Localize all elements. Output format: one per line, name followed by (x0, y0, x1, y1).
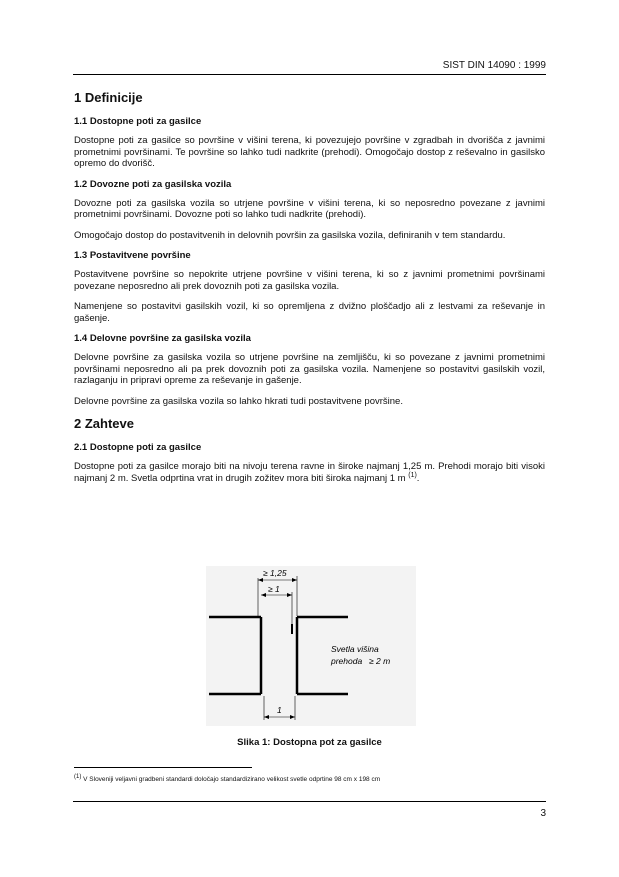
dimension-label-inner: ≥ 1 (268, 584, 280, 594)
clearance-note-line-1: Svetla višina (331, 644, 379, 654)
footnote-marker: (1) (74, 774, 82, 780)
section-1-4-title: 1.4 Delovne površine za gasilska vozila (74, 333, 251, 344)
section-1-2-title: 1.2 Dovozne poti za gasilska vozila (74, 178, 232, 190)
section-1-2-paragraph-2: Omogočajo dostop do postavitvenih in delovnih površin za gasilska vozila, definiranih v tem standardu. (74, 229, 506, 241)
section-1-3-paragraph-1: Postavitvene površine so nepokrite utrjene površine v višini terena, ki so z javnimi prometnimi površinami povezane neposredno ali prek dovoznih poti za gasilska vozila. (74, 269, 545, 292)
footnote-divider (74, 767, 252, 768)
section-1-3-title: 1.3 Postavitvene površine (74, 250, 191, 261)
page-number: 3 (540, 808, 546, 819)
section-2-1-paragraph (74, 461, 545, 484)
clearance-note-value: ≥ 2 m (369, 656, 391, 666)
footnote-text: V Sloveniji veljavni gradbeni standardi določajo standardizirano velikost svetle odprtine 98 cm x 198 cm (81, 776, 381, 783)
section-1-2-paragraph-1: Dovozne poti za gasilska vozila so utrjene površine v višini terena, ki so neposredno povezane z javnimi prometnimi površinami. Dovozne poti so lahko tudi nadkrite (prehodi). (74, 197, 545, 220)
footnote-reference: (1) (408, 471, 417, 479)
figure-caption: Slika 1: Dostopna pot za gasilce (237, 737, 382, 748)
dimension-label-outer: ≥ 1,25 (263, 568, 287, 578)
document-body (74, 90, 545, 493)
section-1-1-paragraph: Dostopne poti za gasilce so površine v višini terena, ki povezujejo površine v zgradbah in dvorišča z javnimi prometnimi površinami. Te površine so lahko tudi nadkrite (prehodi). Omogočajo dostop z reševalno in gasilsko opremo do dvorišč. (74, 135, 545, 169)
clearance-note-line-2: prehoda (331, 656, 363, 666)
section-2-1-title: 2.1 Dostopne poti za gasilce (74, 442, 202, 453)
section-1-3-paragraph-2: Namenjene so postavitvi gasilskih vozil, ki so opremljena z dvižno ploščadjo ali z lestvami za reševanje in gašenje. (74, 301, 545, 324)
header-divider (73, 74, 546, 75)
dimension-label-bottom: 1 (277, 705, 282, 715)
section-2-title: 2 Zahteve (74, 416, 134, 431)
section-1-title: 1 Definicije (74, 90, 143, 105)
access-path-figure (206, 566, 416, 726)
section-1-4-paragraph-2: Delovne površine za gasilska vozila so lahko hkrati tudi postavitvene površine. (74, 395, 403, 407)
section-2-1-text: Dostopne poti za gasilce morajo biti na nivoju terena ravne in široke najmanj 1,25 m. Prehodi morajo biti visoki najmanj 2 m. Svetla odprtina vrat in drugih zožitev mora biti široka najmanj 1 m (74, 461, 545, 484)
footer-divider (73, 801, 546, 802)
header-standard-reference: SIST DIN 14090 : 1999 (442, 60, 546, 71)
section-1-4-paragraph-1: Delovne površine za gasilska vozila so utrjene površine na zemljišču, ki so povezane z javnimi prometnimi površinami neposredno ali pa prek dovoznih poti za gasilska vozila. Namenjene so postavitvi gasilskih vozil, razlaganju in pripravi opreme za reševanje in gašenje. (74, 352, 545, 386)
section-2-1-text-end: . (416, 472, 420, 484)
footnote (74, 776, 380, 783)
figure-background (206, 566, 416, 726)
section-1-1-title: 1.1 Dostopne poti za gasilce (74, 116, 202, 127)
